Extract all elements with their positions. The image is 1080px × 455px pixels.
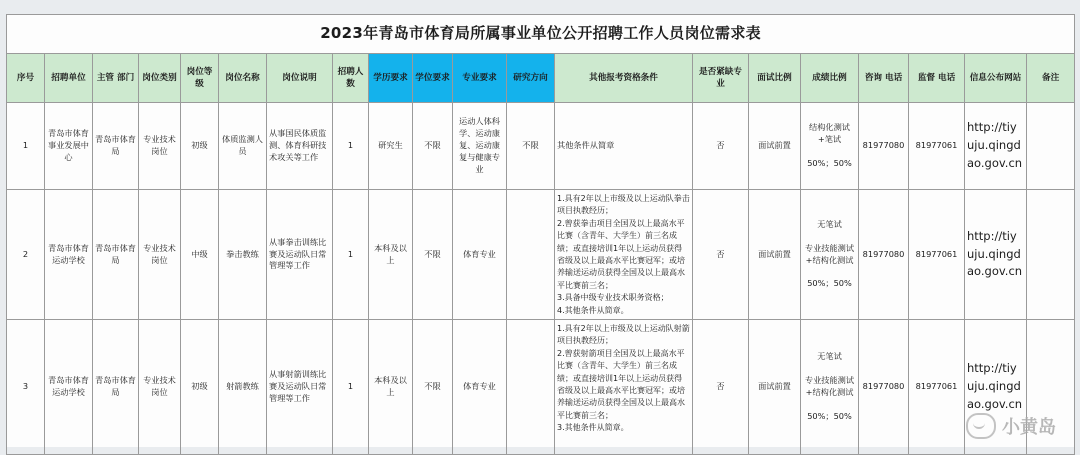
- cell-count: 1: [333, 320, 369, 455]
- header-row: [7, 54, 1075, 103]
- cell-direction: [507, 320, 555, 455]
- logo-icon: [966, 413, 996, 439]
- cell-interview: 面试前置: [749, 103, 801, 190]
- cell-category: 专业技术岗位: [139, 320, 181, 455]
- site-link[interactable]: http://tiyuju.qingdao.gov.cn: [965, 190, 1027, 320]
- cell-shortage: 否: [693, 103, 749, 190]
- cell-post: 射箭教练: [219, 320, 267, 455]
- header-cell: 面试比例: [749, 54, 801, 103]
- cell-edu: 本科及以上: [369, 190, 413, 320]
- cell-degree: 不限: [413, 103, 453, 190]
- header-cell: 备注: [1027, 54, 1075, 103]
- header-cell: 研究方向: [507, 54, 555, 103]
- watermark-text: 小黄岛: [1002, 417, 1056, 438]
- table-row: [7, 320, 1075, 455]
- cell-shortage: 否: [693, 320, 749, 455]
- cell-category: 专业技术岗位: [139, 190, 181, 320]
- header-cell: 岗位类别: [139, 54, 181, 103]
- header-cell: 序号: [7, 54, 45, 103]
- header-cell: 其他报考资格条件: [555, 54, 693, 103]
- cell-no: 1: [7, 103, 45, 190]
- cell-other: 1.具有2年以上市级及以上运动队拳击项目执教经历； 2.曾获拳击项目全国及以上最高水平比赛（含青年、大学生）前三名成绩；或直接培训1年以上运动员获得省级及以上最高水平比赛冠军；或培养输送运动员获得全国及以上最高水平比赛前三名； 3.具备中级专业技术职务资格； 4.其他条件从简章。: [555, 190, 693, 320]
- cell-level: 中级: [181, 190, 219, 320]
- cell-supervise: 81977061: [909, 320, 965, 455]
- cell-desc: 从事国民体质监测、体育科研技术攻关等工作: [267, 103, 333, 190]
- table-row: [7, 190, 1075, 320]
- cell-supervise: 81977061: [909, 103, 965, 190]
- header-cell: 是否紧缺专业: [693, 54, 749, 103]
- recruitment-sheet: [6, 14, 1074, 447]
- recruitment-table: [6, 14, 1075, 455]
- cell-phone: 81977080: [859, 190, 909, 320]
- site-link[interactable]: http://tiyuju.qingdao.gov.cn: [965, 320, 1027, 455]
- cell-category: 专业技术岗位: [139, 103, 181, 190]
- header-cell: 信息公布网站: [965, 54, 1027, 103]
- cell-level: 初级: [181, 320, 219, 455]
- cell-no: 3: [7, 320, 45, 455]
- table-row: [7, 103, 1075, 190]
- cell-major: 体育专业: [453, 190, 507, 320]
- cell-interview: 面试前置: [749, 190, 801, 320]
- cell-dept: 青岛市体育局: [93, 320, 139, 455]
- cell-desc: 从事射箭训练比赛及运动队日常管理等工作: [267, 320, 333, 455]
- site-link[interactable]: http://tiyuju.qingdao.gov.cn: [965, 103, 1027, 190]
- cell-level: 初级: [181, 103, 219, 190]
- header-cell: 岗位等级: [181, 54, 219, 103]
- header-cell: 专业要求: [453, 54, 507, 103]
- cell-unit: 青岛市体育事业发展中心: [45, 103, 93, 190]
- header-cell: 监督 电话: [909, 54, 965, 103]
- cell-unit: 青岛市体育运动学校: [45, 190, 93, 320]
- cell-post: 拳击教练: [219, 190, 267, 320]
- cell-supervise: 81977061: [909, 190, 965, 320]
- cell-post: 体质监测人员: [219, 103, 267, 190]
- cell-phone: 81977080: [859, 103, 909, 190]
- cell-unit: 青岛市体育运动学校: [45, 320, 93, 455]
- cell-score: 结构化测试+笔试 50%；50%: [801, 103, 859, 190]
- cell-no: 2: [7, 190, 45, 320]
- header-cell: 岗位名称: [219, 54, 267, 103]
- cell-note: [1027, 103, 1075, 190]
- cell-other: 其他条件从简章: [555, 103, 693, 190]
- cell-major: 运动人体科学、运动康复、运动康复与健康专业: [453, 103, 507, 190]
- cell-dept: 青岛市体育局: [93, 190, 139, 320]
- cell-degree: 不限: [413, 320, 453, 455]
- header-cell: 岗位说明: [267, 54, 333, 103]
- header-cell: 咨询 电话: [859, 54, 909, 103]
- cell-edu: 本科及以上: [369, 320, 413, 455]
- cell-score: 无笔试 专业技能测试+结构化测试 50%；50%: [801, 320, 859, 455]
- header-cell: 招聘单位: [45, 54, 93, 103]
- cell-direction: [507, 190, 555, 320]
- cell-count: 1: [333, 190, 369, 320]
- cell-major: 体育专业: [453, 320, 507, 455]
- cell-degree: 不限: [413, 190, 453, 320]
- cell-interview: 面试前置: [749, 320, 801, 455]
- header-cell: 招聘人数: [333, 54, 369, 103]
- cell-dept: 青岛市体育局: [93, 103, 139, 190]
- watermark: [966, 413, 1056, 439]
- cell-shortage: 否: [693, 190, 749, 320]
- cell-edu: 研究生: [369, 103, 413, 190]
- cell-count: 1: [333, 103, 369, 190]
- header-cell: 成绩比例: [801, 54, 859, 103]
- cell-note: [1027, 190, 1075, 320]
- cell-phone: 81977080: [859, 320, 909, 455]
- header-cell: 学位要求: [413, 54, 453, 103]
- cell-score: 无笔试 专业技能测试+结构化测试 50%；50%: [801, 190, 859, 320]
- header-cell: 主管 部门: [93, 54, 139, 103]
- header-cell: 学历要求: [369, 54, 413, 103]
- cell-other: 1.具有2年以上市级及以上运动队射箭项目执教经历； 2.曾获射箭项目全国及以上最高水平比赛（含青年、大学生）前三名成绩；或直接培训1年以上运动员获得省级及以上最高水平比赛冠军；或培养输送运动员获得全国及以上最高水平比赛前三名； 3.其他条件从简章。: [555, 320, 693, 455]
- table-title: 2023年青岛市体育局所属事业单位公开招聘工作人员岗位需求表: [7, 15, 1075, 54]
- cell-desc: 从事拳击训练比赛及运动队日常管理等工作: [267, 190, 333, 320]
- cell-direction: 不限: [507, 103, 555, 190]
